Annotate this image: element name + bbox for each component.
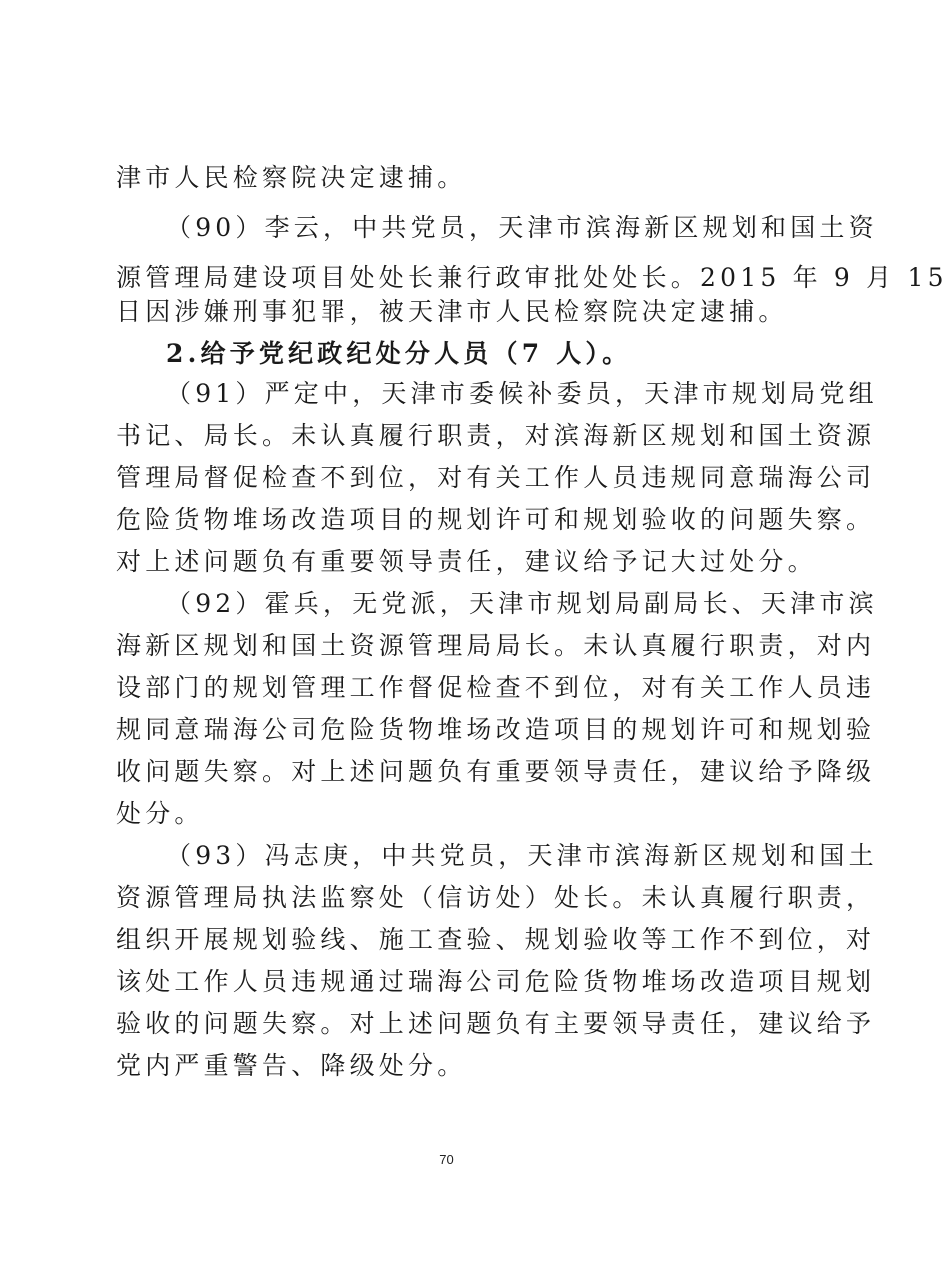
text-line: 设部门的规划管理工作督促检查不到位，对有关工作人员违 — [116, 673, 876, 702]
text-line: （90）李云，中共党员，天津市滨海新区规划和国土资 — [166, 213, 878, 242]
text-line: 日因涉嫌刑事犯罪，被天津市人民检察院决定逮捕。 — [116, 297, 788, 326]
text-line: 规同意瑞海公司危险货物堆场改造项目的规划许可和规划验 — [116, 715, 876, 744]
text-line: 验收的问题失察。对上述问题负有主要领导责任，建议给予 — [116, 1009, 876, 1038]
text-line: （93）冯志庚，中共党员，天津市滨海新区规划和国土 — [166, 841, 878, 870]
text-line: （91）严定中，天津市委候补委员，天津市规划局党组 — [166, 379, 878, 408]
text-line: 资源管理局执法监察处（信访处）处长。未认真履行职责， — [116, 883, 876, 912]
text-line: 源管理局建设项目处处长兼行政审批处处长。2015 年 9 月 15 — [116, 263, 948, 292]
text-line: 书记、局长。未认真履行职责，对滨海新区规划和国土资源 — [116, 421, 876, 450]
text-line: （92）霍兵，无党派，天津市规划局副局长、天津市滨 — [166, 589, 878, 618]
page-number: 70 — [439, 1152, 454, 1167]
text-line: 收问题失察。对上述问题负有重要领导责任，建议给予降级 — [116, 757, 876, 786]
text-line: 危险货物堆场改造项目的规划许可和规划验收的问题失察。 — [116, 505, 876, 534]
text-line: 津市人民检察院决定逮捕。 — [116, 163, 467, 192]
text-line: 处分。 — [116, 799, 204, 828]
text-line: 对上述问题负有重要领导责任，建议给予记大过处分。 — [116, 547, 817, 576]
text-line: 组织开展规划验线、施工查验、规划验收等工作不到位，对 — [116, 925, 876, 954]
text-line: 海新区规划和国土资源管理局局长。未认真履行职责，对内 — [116, 631, 876, 660]
section-heading: 2.给予党纪政纪处分人员（7 人）。 — [166, 339, 632, 368]
text-line: 党内严重警告、降级处分。 — [116, 1051, 467, 1080]
text-line: 该处工作人员违规通过瑞海公司危险货物堆场改造项目规划 — [116, 967, 876, 996]
text-line: 管理局督促检查不到位，对有关工作人员违规同意瑞海公司 — [116, 463, 876, 492]
